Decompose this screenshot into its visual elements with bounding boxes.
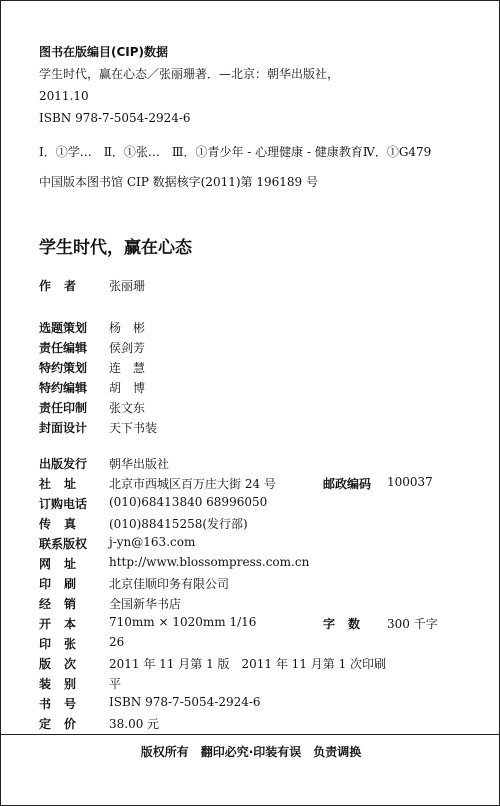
isbn-label: 书号 [39,697,90,711]
credit-label: 封面设计 [39,421,88,435]
distributor-label: 经销 [39,597,90,611]
credit-value: 连 慧 [109,361,146,375]
cip-heading: 图书在版编目(CIP)数据 [39,45,169,59]
website-link[interactable]: http://www.blossompress.com.cn [109,555,310,569]
printer-value: 北京佳顺印务有限公司 [109,577,230,591]
author-value: 张丽珊 [109,279,146,293]
credit-label: 特约策划 [39,361,88,375]
author-label: 作者 [39,279,90,293]
wordcount-value: 300 千字 [387,617,438,631]
website-label: 网址 [39,557,90,571]
fax-label: 传真 [39,517,90,531]
credit-label: 特约编辑 [39,381,88,395]
cip-line-isbn: ISBN 978-7-5054-2924-6 [39,111,191,125]
price-label: 定价 [39,717,90,731]
binding-value: 平 [109,677,122,691]
book-title: 学生时代，赢在心态 [39,238,192,258]
postcode-value: 100037 [387,475,433,489]
publisher-label: 出版发行 [39,457,88,471]
address-label: 社址 [39,477,90,491]
contact-label: 联系版权 [39,537,88,551]
credit-value: 侯剑芳 [109,341,146,355]
edition-value: 2011 年 11 月第 1 版 2011 年 11 月第 1 次印刷 [109,657,387,671]
isbn-value: ISBN 978-7-5054-2924-6 [109,695,261,709]
credit-value: 杨 彬 [109,321,146,335]
credit-value: 胡 博 [109,381,146,395]
credit-label: 责任编辑 [39,341,88,355]
order-phone-label: 订购电话 [39,497,88,511]
contact-email[interactable]: j-yn@163.com [109,535,196,549]
footer-divider [1,734,500,735]
format-value: 710mm × 1020mm 1/16 [109,615,257,629]
credit-label: 责任印制 [39,401,88,415]
credit-value: 张文东 [109,401,146,415]
sheets-label: 印张 [39,637,90,651]
order-phone-value: (010)68413840 68996050 [109,495,268,509]
printer-label: 印刷 [39,577,90,591]
credit-value: 天下书装 [109,421,158,435]
binding-label: 装别 [39,677,90,691]
credit-label: 选题策划 [39,321,88,335]
price-value: 38.00 元 [109,717,160,731]
postcode-label: 邮政编码 [323,477,372,491]
format-label: 开本 [39,617,90,631]
edition-label: 版次 [39,657,90,671]
cip-line-title: 学生时代，赢在心态／张丽珊著．—北京：朝华出版社， [39,67,340,81]
wordcount-label: 字数 [323,617,374,631]
cip-line-record-number: 中国版本图书馆 CIP 数据核字(2011)第 196189 号 [39,175,318,189]
sheets-value: 26 [109,635,125,649]
address-value: 北京市西城区百万庄大街 24 号 [109,477,276,491]
cip-line-classification: Ⅰ．①学… Ⅱ．①张… Ⅲ．①青少年 - 心理健康 - 健康教育Ⅳ．①G479 [39,145,432,159]
publisher-value: 朝华出版社 [109,457,170,471]
fax-value: (010)88415258(发行部) [109,517,248,531]
cip-line-date: 2011.10 [39,89,89,103]
distributor-value: 全国新华书店 [109,597,182,611]
copyright-notice: 版权所有 翻印必究·印装有误 负责调换 [140,745,362,759]
